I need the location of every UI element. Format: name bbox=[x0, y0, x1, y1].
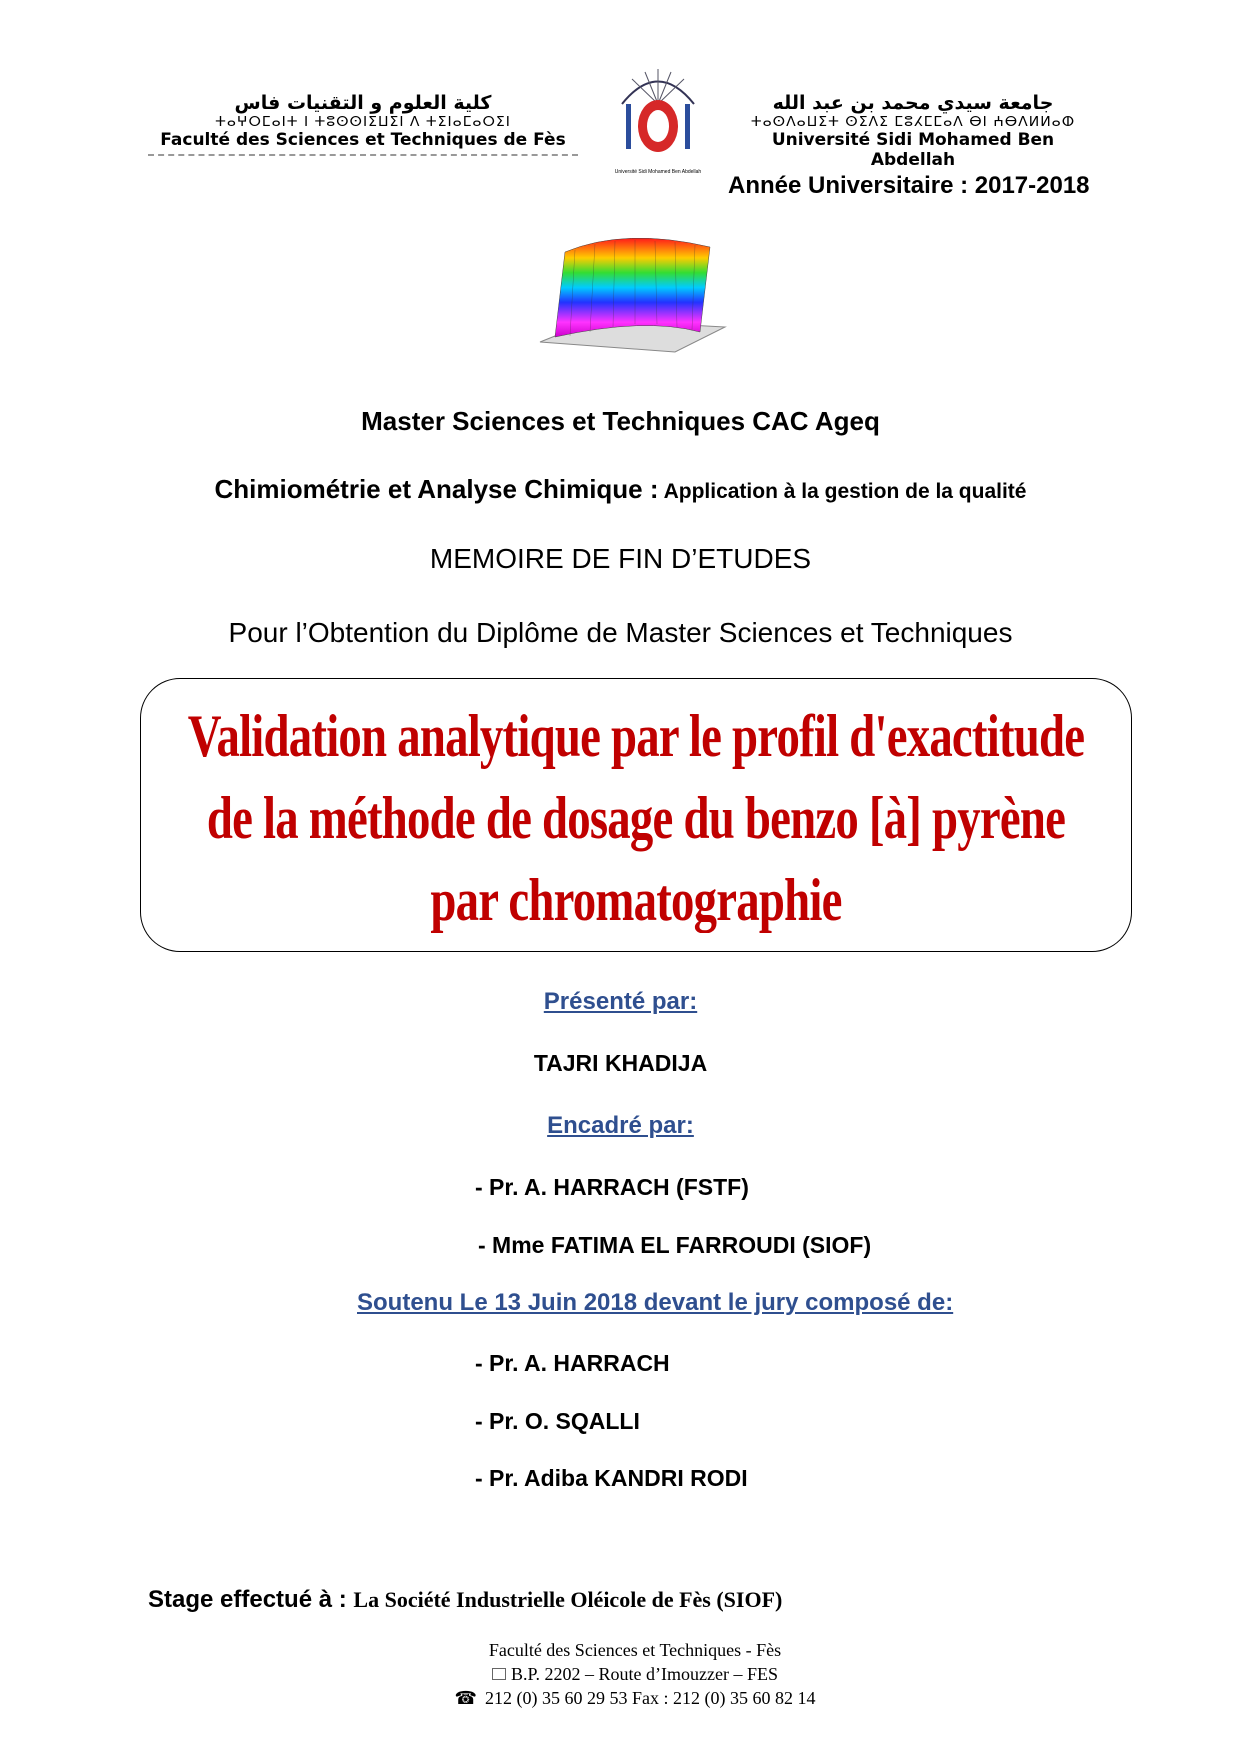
divider bbox=[148, 154, 578, 156]
master-program: Master Sciences et Techniques CAC Ageq bbox=[361, 406, 880, 436]
presented-by-text: Présenté par: bbox=[543, 988, 698, 1015]
supervisor: - Mme FATIMA EL FARROUDI (SIOF) bbox=[478, 1232, 872, 1258]
mailbox-icon bbox=[492, 1668, 506, 1680]
internship-line bbox=[148, 1586, 782, 1614]
university-arabic: جامعة سيدي محمد بن عبد الله bbox=[772, 92, 1054, 114]
faculty-header bbox=[148, 92, 578, 156]
university-header bbox=[728, 92, 1098, 170]
diploma-line: Pour l’Obtention du Diplôme de Master Sciences et Techniques bbox=[228, 617, 1013, 648]
footer-postal-text: B.P. 2202 – Route d’Imouzzer – FES bbox=[511, 1664, 778, 1684]
jury-member: - Pr. A. HARRACH bbox=[475, 1350, 670, 1376]
academic-year: Année Universitaire : 2017-2018 bbox=[728, 172, 1090, 199]
supervised-by-label bbox=[0, 1112, 1241, 1140]
footer-phone-text: 212 (0) 35 60 29 53 Fax : 212 (0) 35 60 82 14 bbox=[484, 1688, 816, 1708]
jury-member: - Pr. Adiba KANDRI RODI bbox=[475, 1465, 748, 1491]
footer-faculty: Faculté des Sciences et Techniques - Fès bbox=[488, 1640, 782, 1660]
memoire-heading: MEMOIRE DE FIN D’ETUDES bbox=[429, 543, 812, 574]
phone-icon: ☎ bbox=[454, 1688, 477, 1708]
surface-plot-image bbox=[535, 232, 735, 382]
specialty bbox=[0, 474, 1241, 505]
title-line: de la méthode de dosage du benzo [à] pyrène bbox=[206, 785, 1066, 851]
specialty-main: Chimiométrie et Analyse Chimique : bbox=[214, 474, 659, 504]
author-name: TAJRI KHADIJA bbox=[533, 1050, 708, 1076]
footer-postal bbox=[425, 1662, 845, 1686]
university-logo bbox=[612, 64, 704, 176]
footer-address bbox=[425, 1638, 845, 1710]
faculty-tifinagh: ⵜⴰⵖⵔⵎⴰⵏⵜ ⵏ ⵜⵓⵙⵙⵏⵉⵡⵉⵏ ⴷ ⵜⵉⵏⴰⵎⴰⵔⵉⵏ bbox=[215, 114, 511, 130]
specialty-sub: Application à la gestion de la qualité bbox=[658, 480, 1027, 503]
presented-by-label bbox=[0, 988, 1241, 1016]
supervisor: - Pr. A. HARRACH (FSTF) bbox=[475, 1174, 749, 1200]
internship-place: La Société Industrielle Oléicole de Fès (SIOF) bbox=[353, 1587, 783, 1612]
defense-label: Soutenu Le 13 Juin 2018 devant le jury composé de: bbox=[357, 1289, 954, 1316]
footer-phone bbox=[425, 1686, 845, 1710]
university-french: Université Sidi Mohamed Ben Abdellah bbox=[771, 130, 1055, 170]
title-line: Validation analytique par le profil d'exactitude bbox=[187, 703, 1085, 769]
title-box bbox=[140, 678, 1132, 952]
faculty-french: Faculté des Sciences et Techniques de Fès bbox=[160, 130, 566, 150]
jury-member: - Pr. O. SQALLI bbox=[475, 1408, 640, 1434]
faculty-arabic: كلية العلوم و التقنيات فاس bbox=[234, 92, 492, 114]
supervised-by-text: Encadré par: bbox=[547, 1112, 694, 1139]
thesis-title bbox=[137, 679, 1135, 941]
university-tifinagh: ⵜⴰⵙⴷⴰⵡⵉⵜ ⵙⵉⴷⵉ ⵎⵓⵃⵎⵎⴰⴷ ⴱⵏ ⵄⴱⴷⵍⵍⴰⵀ bbox=[750, 114, 1076, 130]
title-line: par chromatographie bbox=[430, 867, 842, 933]
internship-label: Stage effectué à : bbox=[148, 1586, 354, 1613]
logo-caption: Université Sidi Mohamed Ben Abdellah bbox=[614, 169, 702, 175]
